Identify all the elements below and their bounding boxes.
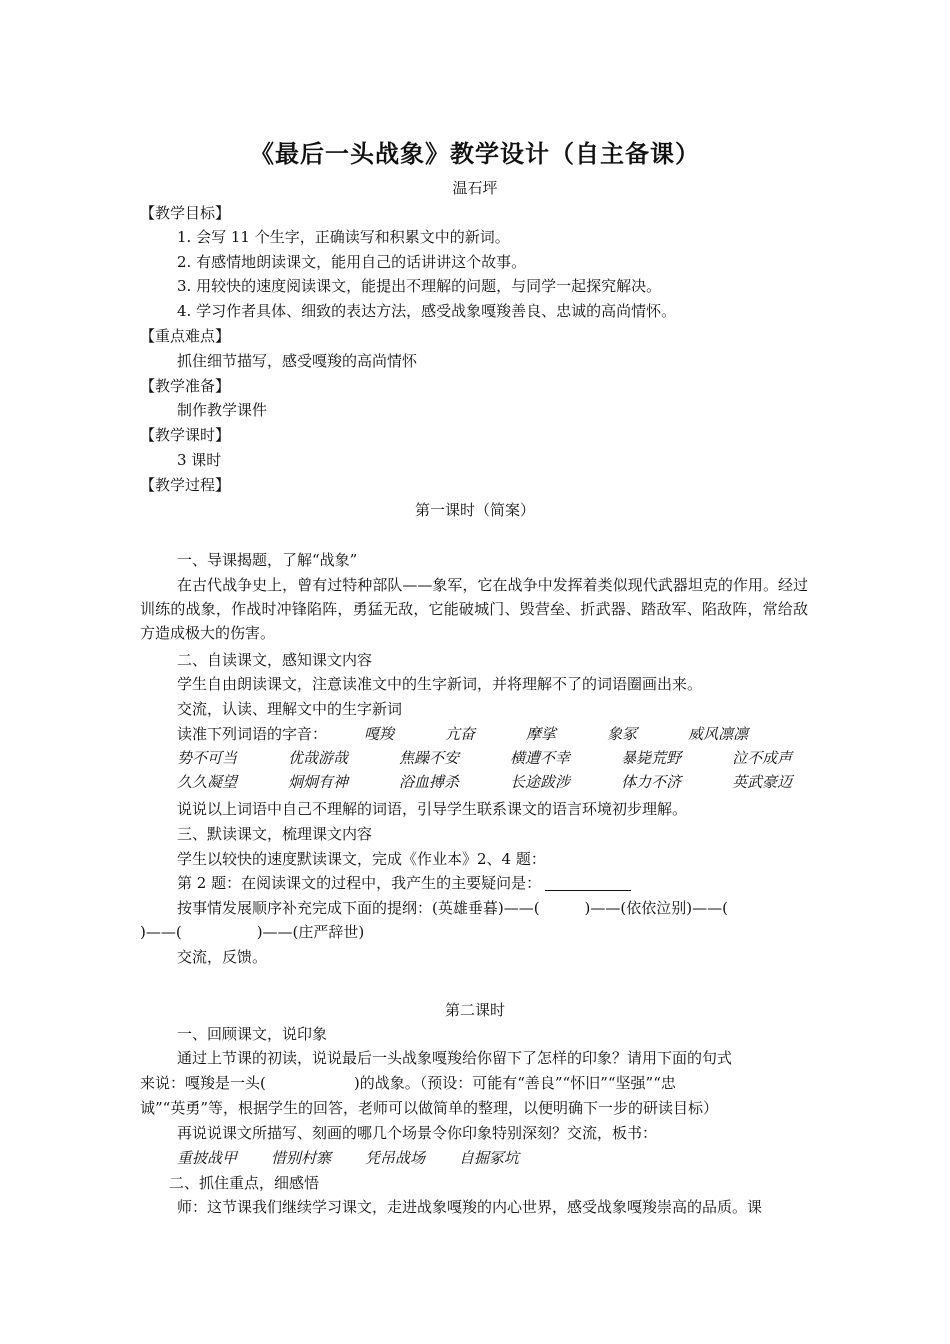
author: 温石坪: [452, 179, 498, 197]
lesson1-para4: 说说以上词语中自己不理解的词语，引导学生联系课文的语言环境初步理解。: [177, 800, 688, 818]
vocab-word: 摩挲: [526, 725, 557, 743]
vocab-word: 优哉游哉: [288, 749, 349, 767]
lesson1-para7-line2: )——( )——(庄严辞世): [140, 923, 365, 941]
lesson1-para1: 在古代战争史上，曾有过特种部队——象军，它在战争中发挥着类似现代武器坦克的作用。经过训练的战象，作战时冲锋陷阵，勇猛无敌，它能破城门、毁营垒、折武器、踏敌军、陷敌阵，常给敌方造成极大的伤害。: [140, 576, 808, 642]
vocab-word: 炯炯有神: [288, 773, 349, 791]
vocab-word: 浴血搏杀: [399, 773, 460, 791]
lesson2-para2: 再说说课文所描写、刻画的哪几个场景令你印象特别深刻？交流，板书：: [177, 1124, 658, 1142]
lesson1-step1: 一、导课揭题，了解“战象”: [177, 551, 358, 569]
vocab-word: 嘎羧: [364, 725, 395, 743]
lesson2-para1-line3: 诚”“英勇”等，根据学生的回答，老师可以做简单的整理，以便明确下一步的研读目标）: [140, 1099, 719, 1117]
vocab-word: 势不可当: [177, 749, 238, 767]
board-scenes: [177, 1146, 950, 1170]
lesson1-para7-line1: 按事情发展顺序补充完成下面的提纲：(英雄垂暮)——( )——(依依泣别)——(: [177, 899, 728, 917]
vocab-word: 体力不济: [621, 773, 682, 791]
key-text: 抓住细节描写，感受嘎羧的高尚情怀: [177, 352, 418, 370]
lesson2-para1-line1: 通过上节课的初读，说说最后一头战象嘎羧给你留下了怎样的印象？请用下面的句式: [177, 1049, 733, 1067]
lesson1-para2: 学生自由朗读课文，注意读准文中的生字新词，并将理解不了的词语圈画出来。: [177, 675, 703, 693]
vocab-word: 暴毙荒野: [621, 749, 682, 767]
lesson1-para8: 交流，反馈。: [177, 948, 268, 966]
vocab-word: 威风凛凛: [688, 725, 749, 743]
vocab-word: 长途跋涉: [510, 773, 571, 791]
prep-header: 【教学准备】: [140, 377, 231, 395]
vocab-word: 泣不成声: [732, 749, 793, 767]
lesson1-para3: 交流，认读、理解文中的生字新词: [177, 700, 403, 718]
answer-blank: [545, 874, 631, 891]
goal-item: 2. 有感情地朗读课文，能用自己的话讲讲这个故事。: [177, 253, 527, 271]
sentence-pattern-start: 来说：嘎羧是一头(: [140, 1074, 266, 1092]
lesson1-para6: [177, 871, 950, 895]
prep-text: 制作教学课件: [177, 401, 268, 419]
key-header: 【重点难点】: [140, 327, 231, 345]
vocab-intro: 读准下列词语的字音：: [177, 725, 328, 743]
vocab-word: 久久凝望: [177, 773, 238, 791]
vocab-word: 横遭不幸: [510, 749, 571, 767]
scene-item: 惜别村寨: [271, 1149, 332, 1167]
goals-header: 【教学目标】: [140, 204, 231, 222]
lesson1-heading: 第一课时（简案）: [414, 501, 535, 519]
lesson2-step2: 二、抓住重点，细感悟: [169, 1174, 320, 1192]
scene-item: 重披战甲: [177, 1149, 238, 1167]
lesson1-step3: 三、默读课文，梳理课文内容: [177, 825, 373, 843]
hours-text: 3 课时: [177, 451, 222, 469]
vocab-word: 焦躁不安: [399, 749, 460, 767]
sentence-pattern-end: )的战象。（预设：可能有“善良”“怀旧”“坚强”“忠: [353, 1074, 676, 1092]
vocab-word: 象冢: [607, 725, 638, 743]
vocab-word: 亢奋: [445, 725, 476, 743]
lesson1-para5: 学生以较快的速度默读课文，完成《作业本》2、4 题：: [177, 850, 546, 868]
process-header: 【教学过程】: [140, 476, 231, 494]
goal-item: 4. 学习作者具体、细致的表达方法，感受战象嘎羧善良、忠诚的高尚情怀。: [177, 302, 677, 320]
scene-item: 凭吊战场: [365, 1149, 426, 1167]
lesson2-heading: 第二课时: [444, 1001, 505, 1019]
hours-header: 【教学课时】: [140, 426, 231, 444]
lesson1-step2: 二、自读课文，感知课文内容: [177, 651, 373, 669]
lesson2-step1: 一、回顾课文，说印象: [177, 1025, 328, 1043]
lesson2-para1-line2: [140, 1071, 950, 1095]
vocab-list: [140, 722, 808, 794]
vocab-word: 英武豪迈: [732, 773, 793, 791]
goal-item: 1. 会写 11 个生字，正确读写和积累文中的新词。: [177, 228, 510, 246]
question-prompt: 第 2 题：在阅读课文的过程中，我产生的主要疑问是：: [177, 874, 542, 892]
lesson2-para3: 师：这节课我们继续学习课文，走进战象嘎羧的内心世界，感受战象嘎羧崇高的品质。课: [177, 1198, 763, 1216]
scene-item: 自掘冢坑: [459, 1149, 520, 1167]
goal-item: 3. 用较快的速度阅读课文，能提出不理解的问题，与同学一起探究解决。: [177, 277, 662, 295]
document-title: 《最后一头战象》教学设计（自主备课）: [250, 140, 700, 168]
